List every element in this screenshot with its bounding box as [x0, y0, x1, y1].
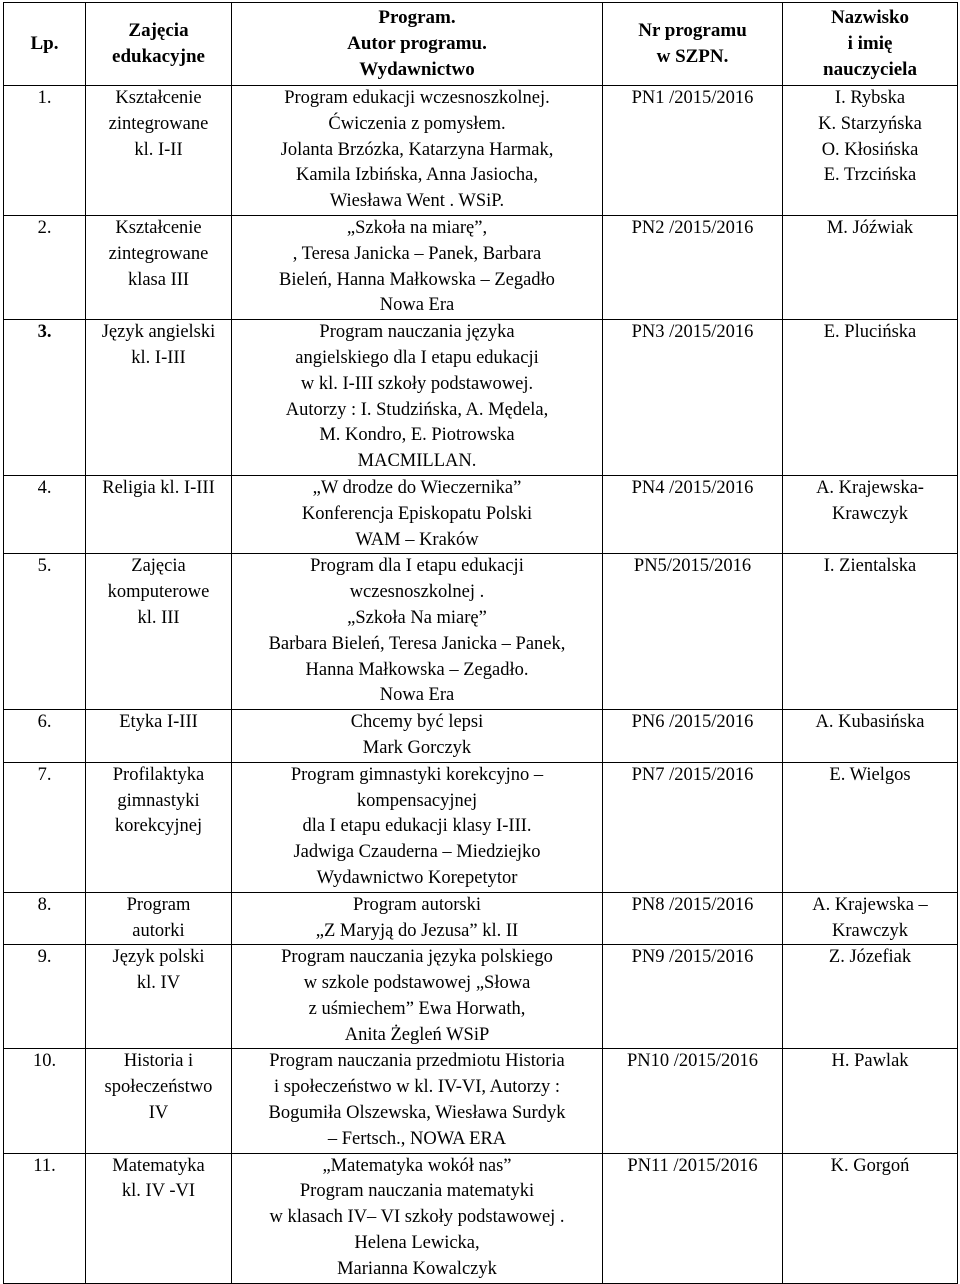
row-number: 8.	[4, 892, 86, 945]
teacher-cell: H. Pawlak	[783, 1049, 958, 1153]
program-number-cell: PN3 /2015/2016	[603, 320, 783, 476]
table-row	[4, 1049, 958, 1153]
subject-cell: Etyka I-III	[86, 710, 232, 763]
header-program: Program. Autor programu. Wydawnictwo	[232, 3, 603, 86]
table-row	[4, 1153, 958, 1283]
teacher-cell: K. Gorgoń	[783, 1153, 958, 1283]
program-number-cell: PN10 /2015/2016	[603, 1049, 783, 1153]
subject-cell: Kształcenie zintegrowane kl. I-II	[86, 86, 232, 216]
subject-cell: Matematyka kl. IV -VI	[86, 1153, 232, 1283]
program-cell: Program gimnastyki korekcyjno – kompensacyjnej dla I etapu edukacji klasy I-III. Jadwiga Czauderna – Miedziejko Wydawnictwo Korepetytor	[232, 762, 603, 892]
subject-cell: Historia i społeczeństwo IV	[86, 1049, 232, 1153]
row-number: 5.	[4, 554, 86, 710]
teacher-cell: E. Plucińska	[783, 320, 958, 476]
table-row	[4, 892, 958, 945]
program-number-cell: PN8 /2015/2016	[603, 892, 783, 945]
table-row	[4, 762, 958, 892]
subject-cell: Profilaktyka gimnastyki korekcyjnej	[86, 762, 232, 892]
teacher-cell: Z. Józefiak	[783, 945, 958, 1049]
program-cell: Program nauczania przedmiotu Historia i społeczeństwo w kl. IV-VI, Autorzy : Bogumiła Olszewska, Wiesława Surdyk – Fertsch., NOWA ERA	[232, 1049, 603, 1153]
subject-cell: Kształcenie zintegrowane klasa III	[86, 215, 232, 319]
header-lp: Lp.	[4, 3, 86, 86]
programs-table	[3, 2, 958, 1284]
teacher-cell: I. Zientalska	[783, 554, 958, 710]
program-cell: Chcemy być lepsi Mark Gorczyk	[232, 710, 603, 763]
header-nr-programu: Nr programu w SZPN.	[603, 3, 783, 86]
teacher-cell: A. Kubasińska	[783, 710, 958, 763]
teacher-cell: I. Rybska K. Starzyńska O. Kłosińska E. Trzcińska	[783, 86, 958, 216]
program-number-cell: PN7 /2015/2016	[603, 762, 783, 892]
program-cell: Program nauczania języka polskiego w szkole podstawowej „Słowa z uśmiechem” Ewa Horwath, Anita Żegleń WSiP	[232, 945, 603, 1049]
row-number: 9.	[4, 945, 86, 1049]
program-cell: Program dla I etapu edukacji wczesnoszkolnej . „Szkoła Na miarę” Barbara Bieleń, Teresa Janicka – Panek, Hanna Małkowska – Zegadło. Nowa Era	[232, 554, 603, 710]
program-cell: Program nauczania języka angielskiego dla I etapu edukacji w kl. I-III szkoły podstawowej. Autorzy : I. Studzińska, A. Mędela, M. Kondro, E. Piotrowska MACMILLAN.	[232, 320, 603, 476]
program-cell: „W drodze do Wieczernika” Konferencja Episkopatu Polski WAM – Kraków	[232, 475, 603, 553]
table-row	[4, 710, 958, 763]
program-cell: „Szkoła na miarę”, , Teresa Janicka – Panek, Barbara Bieleń, Hanna Małkowska – Zegadło Nowa Era	[232, 215, 603, 319]
row-number: 1.	[4, 86, 86, 216]
program-number-cell: PN4 /2015/2016	[603, 475, 783, 553]
program-cell: „Matematyka wokół nas” Program nauczania matematyki w klasach IV– VI szkoły podstawowej . Helena Lewicka, Marianna Kowalczyk	[232, 1153, 603, 1283]
header-nazwisko: Nazwisko i imię nauczyciela	[783, 3, 958, 86]
row-number: 3.	[4, 320, 86, 476]
teacher-cell: A. Krajewska- Krawczyk	[783, 475, 958, 553]
row-number: 10.	[4, 1049, 86, 1153]
table-row	[4, 554, 958, 710]
subject-cell: Zajęcia komputerowe kl. III	[86, 554, 232, 710]
subject-cell: Religia kl. I-III	[86, 475, 232, 553]
header-zajecia: Zajęcia edukacyjne	[86, 3, 232, 86]
teacher-cell: E. Wielgos	[783, 762, 958, 892]
program-number-cell: PN2 /2015/2016	[603, 215, 783, 319]
table-row	[4, 945, 958, 1049]
subject-cell: Język polski kl. IV	[86, 945, 232, 1049]
row-number: 4.	[4, 475, 86, 553]
subject-cell: Język angielski kl. I-III	[86, 320, 232, 476]
row-number: 7.	[4, 762, 86, 892]
teacher-cell: A. Krajewska – Krawczyk	[783, 892, 958, 945]
program-number-cell: PN6 /2015/2016	[603, 710, 783, 763]
program-cell: Program autorski „Z Maryją do Jezusa” kl. II	[232, 892, 603, 945]
row-number: 2.	[4, 215, 86, 319]
table-row	[4, 86, 958, 216]
row-number: 6.	[4, 710, 86, 763]
table-row	[4, 320, 958, 476]
table-row	[4, 215, 958, 319]
table-row	[4, 475, 958, 553]
program-number-cell: PN11 /2015/2016	[603, 1153, 783, 1283]
program-number-cell: PN5/2015/2016	[603, 554, 783, 710]
subject-cell: Program autorki	[86, 892, 232, 945]
program-cell: Program edukacji wczesnoszkolnej. Ćwiczenia z pomysłem. Jolanta Brzózka, Katarzyna Harmak, Kamila Izbińska, Anna Jasiocha, Wiesława Went . WSiP.	[232, 86, 603, 216]
teacher-cell: M. Jóźwiak	[783, 215, 958, 319]
program-number-cell: PN9 /2015/2016	[603, 945, 783, 1049]
row-number: 11.	[4, 1153, 86, 1283]
program-number-cell: PN1 /2015/2016	[603, 86, 783, 216]
table-header-row	[4, 3, 958, 86]
